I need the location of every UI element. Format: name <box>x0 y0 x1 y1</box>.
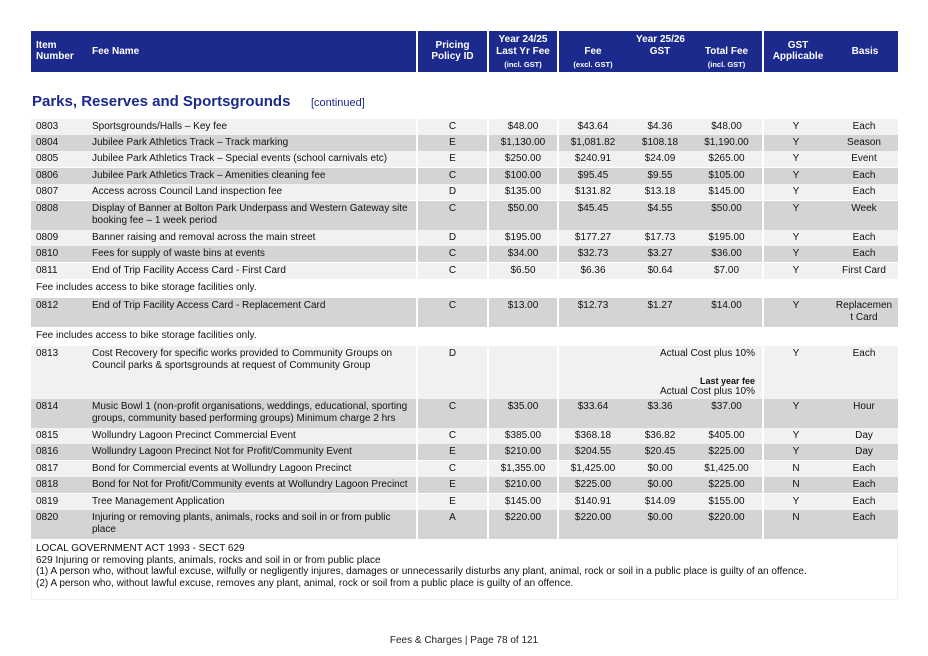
total-fee-cell: $48.00 <box>711 121 742 132</box>
last-year-fee-cell: $6.50 <box>510 265 536 276</box>
pricing-policy-cell: D <box>448 232 457 243</box>
total-fee-cell: $1,425.00 <box>704 463 749 474</box>
basis-cell: Each <box>852 170 876 181</box>
total-fee-cell: $50.00 <box>711 203 742 214</box>
table-row <box>31 201 898 230</box>
header-gst-applicable: GST Applicable <box>772 40 824 62</box>
pricing-policy-cell: D <box>448 186 457 197</box>
note-text: Fee includes access to bike storage facilities only. <box>36 282 257 293</box>
legal-line: 629 Injuring or removing plants, animals, rocks and soil in or from public place <box>36 554 381 566</box>
table-header <box>31 31 898 72</box>
gst-applicable-cell: Y <box>792 348 800 359</box>
fee-excl-gst-cell: $204.55 <box>574 446 612 457</box>
table-row <box>31 151 898 167</box>
last-year-fee-label: Last year fee <box>699 376 755 386</box>
pricing-policy-cell: C <box>448 248 457 259</box>
basis-cell: Replacemen t Card <box>835 300 893 323</box>
basis-cell: Each <box>852 479 876 490</box>
note-0811 <box>31 279 898 298</box>
fee-name-cell: Jubilee Park Athletics Track – Special events (school carnivals etc) <box>92 153 388 164</box>
total-fee-cell: $145.00 <box>708 186 745 197</box>
table-row <box>31 399 898 428</box>
gst-applicable-cell: Y <box>792 121 800 132</box>
gst-applicable-cell: N <box>792 479 800 490</box>
basis-cell: Event <box>851 153 877 164</box>
last-year-fee-cell: $210.00 <box>504 479 542 490</box>
basis-cell: Each <box>852 186 876 197</box>
fee-excl-gst-cell: $220.00 <box>574 512 612 523</box>
gst-applicable-cell: Y <box>792 496 800 507</box>
fee-excl-gst-cell: $33.64 <box>577 401 609 412</box>
gst-cell: $17.73 <box>644 232 676 243</box>
header-incl-gst-2: (incl. GST) <box>707 60 746 69</box>
note-text: Fee includes access to bike storage facilities only. <box>36 330 257 341</box>
item-number-cell: 0805 <box>36 153 59 164</box>
pricing-policy-cell: C <box>448 121 457 132</box>
pricing-policy-cell: C <box>448 170 457 181</box>
total-fee-cell: $225.00 <box>708 446 745 457</box>
total-fee-cell: $37.00 <box>711 401 742 412</box>
total-fee-cell: $405.00 <box>708 430 745 441</box>
gst-cell: $3.36 <box>647 401 673 412</box>
section-continued: [continued] <box>311 97 365 109</box>
actual-cost-cell: Actual Cost plus 10% <box>659 348 755 359</box>
fee-name-cell: Access across Council Land inspection fee <box>92 186 283 197</box>
table-row <box>31 461 898 477</box>
fee-name-cell: Tree Management Application <box>92 496 225 507</box>
basis-cell: Season <box>847 137 881 148</box>
gst-cell: $3.27 <box>647 248 673 259</box>
gst-applicable-cell: Y <box>792 265 800 276</box>
gst-cell: $4.36 <box>647 121 673 132</box>
fee-excl-gst-cell: $45.45 <box>577 203 609 214</box>
item-number-cell: 0818 <box>36 479 59 490</box>
legal-text <box>36 543 807 589</box>
basis-cell: Each <box>852 348 876 359</box>
header-basis: Basis <box>851 46 879 57</box>
pricing-policy-cell: E <box>449 137 456 148</box>
item-number-cell: 0808 <box>36 203 59 214</box>
item-number-cell: 0806 <box>36 170 59 181</box>
gst-cell: $4.55 <box>647 203 673 214</box>
gst-cell: $0.00 <box>647 463 673 474</box>
header-gst: GST <box>649 46 671 57</box>
header-pricing-policy <box>418 31 487 72</box>
fee-excl-gst-cell: $1,425.00 <box>570 463 616 474</box>
header-excl-gst: (excl. GST) <box>573 60 613 69</box>
fee-excl-gst-cell: $225.00 <box>574 479 612 490</box>
pricing-policy-cell: E <box>449 496 456 507</box>
fee-name-cell: Wollundry Lagoon Precinct Not for Profit/Community Event <box>92 446 352 457</box>
last-year-fee-cell: $135.00 <box>504 186 542 197</box>
item-number-cell: 0803 <box>36 121 59 132</box>
last-year-fee-cell: $250.00 <box>504 153 542 164</box>
fee-name-cell: End of Trip Facility Access Card - Replacement Card <box>92 300 326 311</box>
last-year-fee-cell: $48.00 <box>507 121 539 132</box>
gst-applicable-cell: Y <box>792 300 800 311</box>
table-row <box>31 346 898 399</box>
table-row <box>31 119 898 135</box>
total-fee-cell: $220.00 <box>708 512 745 523</box>
fee-name-cell: Sportsgrounds/Halls – Key fee <box>92 121 228 132</box>
item-number-cell: 0814 <box>36 401 59 412</box>
legal-line: LOCAL GOVERNMENT ACT 1993 - SECT 629 <box>36 543 245 554</box>
gst-applicable-cell: Y <box>792 446 800 457</box>
total-fee-cell: $105.00 <box>708 170 745 181</box>
pricing-policy-cell: C <box>448 300 457 311</box>
pricing-policy-cell: C <box>448 401 457 412</box>
basis-cell: Day <box>855 446 873 457</box>
gst-cell: $9.55 <box>647 170 673 181</box>
gst-applicable-cell: N <box>792 463 800 474</box>
pricing-policy-cell: C <box>448 463 457 474</box>
gst-applicable-cell: Y <box>792 170 800 181</box>
table-row <box>31 168 898 184</box>
item-number-cell: 0810 <box>36 248 59 259</box>
total-fee-cell: $14.00 <box>711 300 742 311</box>
gst-applicable-cell: Y <box>792 430 800 441</box>
table-row <box>31 298 898 327</box>
fee-excl-gst-cell: $32.73 <box>577 248 609 259</box>
fee-name-cell: Music Bowl 1 (non-profit organisations, weddings, educational, sporting groups, community based performing groups) Minimum charge 2 hrs <box>92 401 408 424</box>
gst-cell: $0.64 <box>647 265 673 276</box>
header-last-year <box>489 31 557 72</box>
fee-excl-gst-cell: $140.91 <box>574 496 612 507</box>
table-row <box>31 246 898 262</box>
pricing-policy-cell: C <box>448 203 457 214</box>
total-fee-cell: $265.00 <box>708 153 745 164</box>
fee-name-cell: Wollundry Lagoon Precinct Commercial Event <box>92 430 296 441</box>
basis-cell: Each <box>852 121 876 132</box>
basis-cell: First Card <box>842 265 886 276</box>
table-row <box>31 477 898 493</box>
total-fee-cell: $155.00 <box>708 496 745 507</box>
header-fee: Fee <box>584 46 602 57</box>
header-total-fee: Total Fee <box>704 46 749 57</box>
header-left-block <box>31 31 416 72</box>
legal-line: (1) A person who, without lawful excuse, wilfully or negligently injures, damages or unnecessarily disturbs any plant, animal, rock or soil in a public place is guilty of an offence. <box>36 566 807 577</box>
gst-cell: $24.09 <box>644 153 676 164</box>
header-fee-name: Fee Name <box>92 46 140 57</box>
table-row <box>31 494 898 510</box>
gst-applicable-cell: Y <box>792 153 800 164</box>
item-number-cell: 0820 <box>36 512 59 523</box>
fee-name-cell: End of Trip Facility Access Card - First Card <box>92 265 286 276</box>
page-footer: Fees & Charges | Page 78 of 121 <box>389 635 539 646</box>
pricing-policy-cell: E <box>449 153 456 164</box>
gst-cell: $20.45 <box>644 446 676 457</box>
last-year-fee-cell: $385.00 <box>504 430 542 441</box>
last-year-fee-cell: $35.00 <box>507 401 539 412</box>
last-year-fee-cell: $100.00 <box>504 170 542 181</box>
basis-cell: Week <box>851 203 877 214</box>
item-number-cell: 0815 <box>36 430 59 441</box>
note-0812 <box>31 327 898 346</box>
item-number-cell: 0809 <box>36 232 59 243</box>
basis-cell: Each <box>852 496 876 507</box>
gst-applicable-cell: N <box>792 512 800 523</box>
gst-cell: $14.09 <box>644 496 676 507</box>
table-row <box>31 230 898 246</box>
table-row <box>31 444 898 460</box>
pricing-policy-cell: E <box>449 446 456 457</box>
header-pricing-policy-label: Pricing Policy ID <box>431 40 474 62</box>
header-year-2425: Year 24/25 <box>498 34 548 45</box>
fee-name-cell: Injuring or removing plants, animals, rocks and soil in or from public place <box>92 512 391 535</box>
basis-cell: Day <box>855 430 873 441</box>
gst-cell: $13.18 <box>644 186 676 197</box>
fee-excl-gst-cell: $1,081.82 <box>570 137 616 148</box>
total-fee-cell: $36.00 <box>711 248 742 259</box>
pricing-policy-cell: C <box>448 430 457 441</box>
fee-excl-gst-cell: $95.45 <box>577 170 609 181</box>
legal-line: (2) A person who, without lawful excuse, removes any plant, animal, rock or soil from a public place is guilty of an offence. <box>36 577 574 589</box>
total-fee-cell: $7.00 <box>713 265 740 276</box>
header-year-2526: Year 25/26 <box>636 34 685 45</box>
basis-cell: Each <box>852 232 876 243</box>
last-year-fee-cell: $1,355.00 <box>500 463 546 474</box>
item-number-cell: 0804 <box>36 137 59 148</box>
header-current-year <box>559 31 762 72</box>
pricing-policy-cell: E <box>449 479 456 490</box>
item-number-cell: 0819 <box>36 496 59 507</box>
fee-name-cell: Jubilee Park Athletics Track – Amenities cleaning fee <box>92 170 326 181</box>
last-year-fee-cell: $1,130.00 <box>500 137 546 148</box>
table-row <box>31 510 898 539</box>
total-fee-cell: $225.00 <box>708 479 745 490</box>
pricing-policy-cell: C <box>448 265 457 276</box>
section-title: Parks, Reserves and Sportsgrounds <box>32 93 291 110</box>
item-number-cell: 0811 <box>36 265 58 276</box>
item-number-cell: 0807 <box>36 186 59 197</box>
fee-excl-gst-cell: $43.64 <box>577 121 609 132</box>
fee-name-cell: Bond for Not for Profit/Community events at Wollundry Lagoon Precinct <box>92 479 408 490</box>
last-year-fee-value: Actual Cost plus 10% <box>659 386 755 397</box>
fee-name-cell: Jubilee Park Athletics Track – Track marking <box>92 137 289 148</box>
basis-cell: Each <box>852 248 876 259</box>
fee-name-cell: Display of Banner at Bolton Park Underpass and Western Gateway site booking fee – 1 week period <box>92 203 408 226</box>
total-fee-cell: $195.00 <box>708 232 745 243</box>
fee-excl-gst-cell: $240.91 <box>574 153 612 164</box>
item-number-cell: 0816 <box>36 446 59 457</box>
fee-name-cell: Cost Recovery for specific works provided to Community Groups on Council parks & sportsgrounds at request of Community Group <box>92 348 393 371</box>
gst-applicable-cell: Y <box>792 248 800 259</box>
pricing-policy-cell: A <box>449 512 456 523</box>
basis-cell: Each <box>852 463 876 474</box>
fee-excl-gst-cell: $177.27 <box>574 232 612 243</box>
pricing-policy-cell: D <box>448 348 457 359</box>
item-number-cell: 0817 <box>36 463 59 474</box>
gst-cell: $1.27 <box>647 300 673 311</box>
table-row <box>31 263 898 279</box>
gst-cell: $108.18 <box>641 137 679 148</box>
last-year-fee-cell: $34.00 <box>507 248 539 259</box>
table-row <box>31 428 898 444</box>
fee-excl-gst-cell: $368.18 <box>574 430 612 441</box>
gst-cell: $36.82 <box>644 430 676 441</box>
header-item-number: Item Number <box>36 40 74 62</box>
last-year-fee-cell: $145.00 <box>504 496 542 507</box>
fee-excl-gst-cell: $6.36 <box>580 265 606 276</box>
item-number-cell: 0813 <box>36 348 59 359</box>
last-year-fee-cell: $195.00 <box>504 232 542 243</box>
item-number-cell: 0812 <box>36 300 59 311</box>
fee-name-cell: Bond for Commercial events at Wollundry Lagoon Precinct <box>92 463 352 474</box>
last-year-fee-cell: $210.00 <box>504 446 542 457</box>
gst-applicable-cell: Y <box>792 186 800 197</box>
fee-name-cell: Banner raising and removal across the main street <box>92 232 316 243</box>
header-incl-gst-1: (incl. GST) <box>504 60 542 69</box>
fee-name-cell: Fees for supply of waste bins at events <box>92 248 265 259</box>
gst-applicable-cell: Y <box>792 232 800 243</box>
gst-applicable-cell: Y <box>792 203 800 214</box>
last-year-fee-cell: $50.00 <box>507 203 539 214</box>
last-year-fee-cell: $13.00 <box>507 300 539 311</box>
fee-excl-gst-cell: $12.73 <box>577 300 609 311</box>
basis-cell: Each <box>852 512 876 523</box>
gst-applicable-cell: Y <box>792 401 800 412</box>
table-row <box>31 135 898 151</box>
gst-cell: $0.00 <box>647 512 673 523</box>
header-last-yr-fee: Last Yr Fee <box>496 46 550 57</box>
gst-applicable-cell: Y <box>792 137 800 148</box>
table-row <box>31 184 898 200</box>
last-year-fee-cell: $220.00 <box>504 512 542 523</box>
gst-cell: $0.00 <box>647 479 673 490</box>
header-right-block <box>764 31 898 72</box>
total-fee-cell: $1,190.00 <box>704 137 749 148</box>
fee-excl-gst-cell: $131.82 <box>574 186 612 197</box>
basis-cell: Hour <box>853 401 875 412</box>
